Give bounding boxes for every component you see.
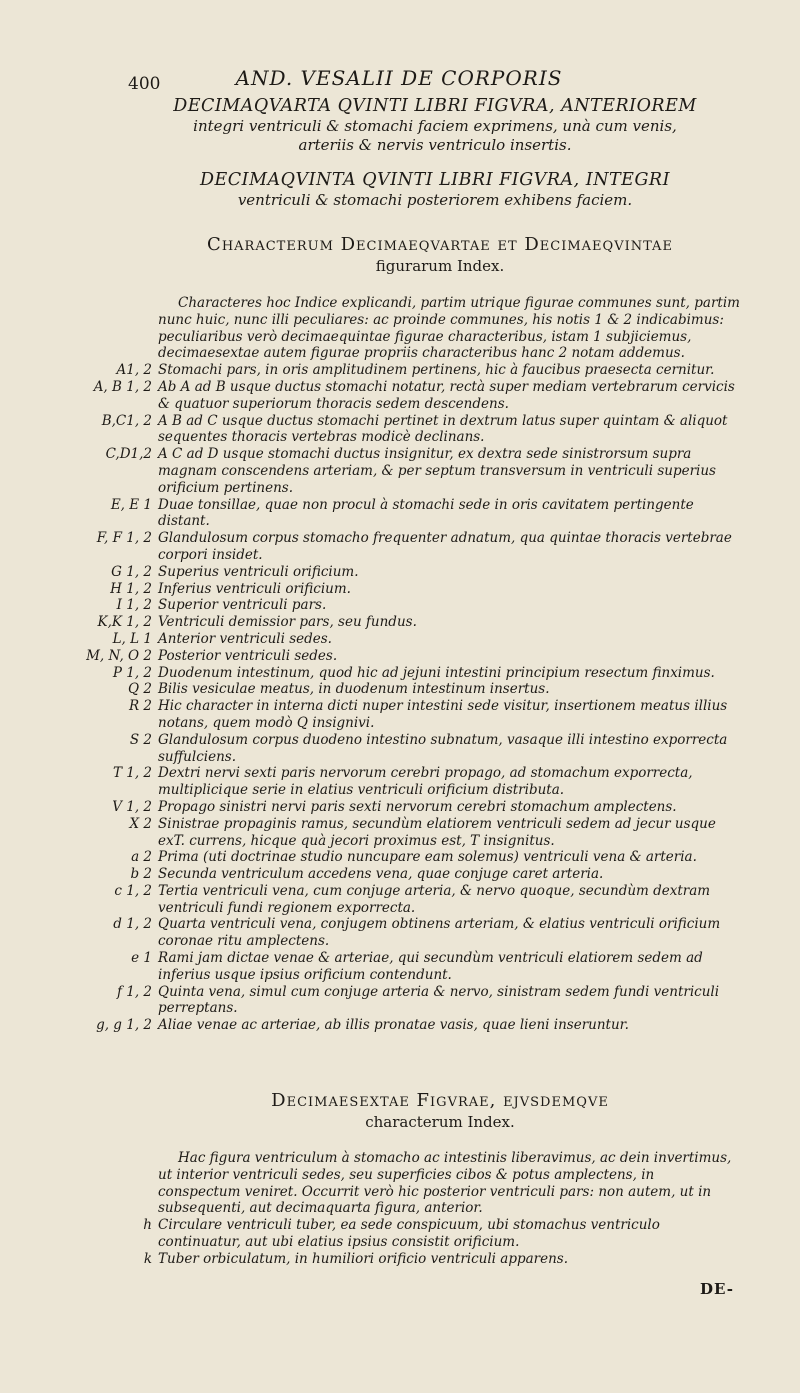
caption-line: arteriis & nervis ventriculo insertis. — [298, 136, 572, 154]
index-entry — [70, 379, 740, 413]
index2-heading — [150, 1090, 730, 1132]
section-title: Characterum Decimaeqvartae et Decimaeqvintae — [207, 234, 673, 255]
index-entry — [70, 866, 740, 883]
entry-text: A C ad D usque stomachi ductus insignitur, ex dextra sede sinistrorsum supra magnam conscendens arteriam, & per septum transversum in ventriculi superius orificium pertinens. — [158, 446, 716, 496]
index-entry — [70, 497, 740, 531]
entry-label: k — [143, 1250, 152, 1267]
index-entry — [70, 597, 740, 614]
page-header — [118, 60, 680, 94]
entry-label: T 1, 2 — [112, 765, 152, 782]
entry-text: Secunda ventriculum accedens vena, quae conjuge caret arteria. — [158, 866, 604, 883]
entry-label: g, g 1, 2 — [96, 1017, 152, 1034]
entry-label: P 1, 2 — [112, 664, 152, 681]
index-entry — [70, 681, 740, 698]
entry-label: h — [143, 1217, 152, 1234]
entry-label: I 1, 2 — [116, 597, 152, 614]
index-intro: Hac figura ventriculum à stomacho ac intestinis liberavimus, ac dein invertimus, ut interior ventriculi sedes, seu superficies cibos & potus amplectens, in conspectum veniret. Occurrit verò hic posterior ventriculi pars: non autem, ut in subsequenti, aut decimaquarta figura, anterior. — [158, 1150, 732, 1217]
entry-label: V 1, 2 — [112, 798, 152, 815]
entry-label: f 1, 2 — [116, 983, 152, 1000]
entry-text: Prima (uti doctrinae studio nuncupare eam solemus) ventriculi vena & arteria. — [158, 849, 697, 866]
entry-text: Aliae venae ac arteriae, ab illis pronatae vasis, quae lieni inseruntur. — [158, 1017, 629, 1034]
entry-label: Q 2 — [128, 681, 152, 698]
index-entry — [70, 530, 740, 564]
entry-label: X 2 — [129, 815, 152, 832]
entry-label: b 2 — [130, 866, 152, 883]
page-number: 400 — [128, 74, 161, 94]
entry-label: e 1 — [131, 950, 152, 967]
entry-text: Stomachi pars, in oris amplitudinem pertinens, hic à faucibus praesecta cernitur. — [158, 362, 715, 379]
entry-label: B,C1, 2 — [101, 412, 152, 429]
running-title: AND. VESALII DE CORPORIS — [235, 66, 563, 90]
entry-text: Bilis vesiculae meatus, in duodenum intestinum insertus. — [158, 681, 550, 698]
entry-text: Dextri nervi sexti paris nervorum cerebri propago, ad stomachum exporrecta, multiplicique serie in elatius ventriculi orificium distributa. — [158, 765, 693, 799]
index-entry — [70, 698, 740, 732]
entry-text: Quarta ventriculi vena, conjugem obtinens arteriam, & elatius ventriculi orificium coronae ritu amplectens. — [158, 916, 721, 950]
entry-text: Rami jam dictae venae & arteriae, qui secundùm ventriculi elatiorem sedem ad inferius usque ipsius orificium contendunt. — [158, 950, 703, 983]
index-entry — [70, 648, 740, 665]
index-body — [70, 295, 740, 1034]
entry-text: Glandulosum corpus stomacho frequenter adnatum, qua quintae thoracis vertebrae corpori insidet. — [158, 530, 732, 563]
index-heading — [150, 234, 730, 276]
index-entry — [70, 362, 740, 379]
index-entry — [70, 564, 740, 581]
figure-caption-14 — [160, 96, 710, 155]
entry-label: C,D1,2 — [105, 446, 152, 463]
index-entry — [70, 916, 740, 950]
section-title: Decimaesextae Figvrae, ejvsdemqve — [271, 1090, 609, 1111]
index-entry — [70, 1217, 740, 1251]
entry-label: F, F 1, 2 — [96, 530, 152, 547]
caption-title: DECIMAQVINTA QVINTI LIBRI FIGVRA, INTEGRI — [199, 170, 671, 190]
caption-line: integri ventriculi & stomachi faciem exprimens, unà cum venis, — [193, 117, 677, 135]
index-entry — [70, 665, 740, 682]
index-entry — [70, 950, 740, 984]
index-entry — [70, 984, 740, 1018]
index-entries — [70, 1217, 740, 1267]
index-entry — [70, 1251, 740, 1268]
index-entry — [70, 581, 740, 598]
entry-text: Superior ventriculi pars. — [158, 597, 327, 614]
index-entry — [70, 631, 740, 648]
entry-text: Superius ventriculi orificium. — [158, 563, 359, 580]
section-subtitle: characterum Index. — [365, 1113, 515, 1131]
index-entry — [70, 799, 740, 816]
entry-text: Duae tonsillae, quae non procul à stomachi sede in oris cavitatem pertingente distant. — [158, 496, 694, 530]
entry-label: A, B 1, 2 — [93, 378, 152, 395]
entry-text: Tertia ventriculi vena, cum conjuge arteria, & nervo quoque, secundùm dextram ventriculi fundi regionem exporrecta. — [158, 882, 711, 916]
index-entry — [70, 614, 740, 631]
index-entry — [70, 413, 740, 447]
index-entry — [70, 446, 740, 496]
entry-text: Sinistrae propaginis ramus, secundùm elatiorem ventriculi sedem ad jecur usque exT. currens, hicque quà jecori proximus est, T insignitus. — [158, 815, 716, 849]
entry-text: Ventriculi demissior pars, seu fundus. — [158, 614, 417, 631]
entry-text: Propago sinistri nervi paris sexti nervorum cerebri stomachum amplectens. — [158, 798, 677, 815]
index-intro: Characteres hoc Indice explicandi, partim utrique figurae communes sunt, partim nunc huic, nunc illi peculiares: ac proinde communes, his notis 1 & 2 indicabimus: peculiaribus verò decimaequintae figurae characteribus, istam 1 subjiciemus, decimaesextae autem figurae propriis characteribus hanc 2 notam addemus. — [158, 295, 740, 362]
caption-title: DECIMAQVARTA QVINTI LIBRI FIGVRA, ANTERIOREM — [173, 96, 697, 116]
figure-caption-15 — [160, 170, 710, 210]
entry-label: c 1, 2 — [114, 882, 152, 899]
entry-text: Ab A ad B usque ductus stomachi notatur, rectà super mediam vertebrarum cervicis & quatuor superiorum thoracis sedem descendens. — [158, 378, 735, 412]
entry-text: Anterior ventriculi sedes. — [158, 630, 332, 647]
index-entry — [70, 732, 740, 766]
entry-text: Circulare ventriculi tuber, ea sede conspicuum, ubi stomachus ventriculo continuatur, aut ubi elatius ipsius consistit orificium. — [158, 1217, 660, 1250]
index-entry — [70, 883, 740, 917]
caption-line: ventriculi & stomachi posteriorem exhibens faciem. — [237, 191, 633, 209]
index-entry — [70, 1017, 740, 1034]
entry-label: S 2 — [129, 731, 152, 748]
index-entries — [70, 362, 740, 1034]
index2-body — [70, 1150, 740, 1268]
index-entry — [70, 765, 740, 799]
entry-text: A B ad C usque ductus stomachi pertinet in dextrum latus super quintam & aliquot sequentes thoracis vertebras modicè declinans. — [158, 412, 728, 446]
entry-label: E, E 1 — [110, 496, 152, 513]
catchword: DE- — [700, 1280, 734, 1298]
index-entry — [70, 816, 740, 850]
entry-label: M, N, O 2 — [86, 647, 152, 664]
entry-text: Glandulosum corpus duodeno intestino subnatum, vasaque illi intestino exporrecta suffulciens. — [158, 731, 728, 765]
entry-label: G 1, 2 — [111, 563, 152, 580]
entry-text: Hic character in interna dicti nuper intestini sede visitur, insertionem meatus illius notans, quem modò Q insignivi. — [158, 698, 728, 731]
entry-label: A1, 2 — [116, 362, 152, 379]
entry-label: K,K 1, 2 — [97, 614, 152, 631]
entry-label: R 2 — [128, 698, 152, 715]
entry-label: a 2 — [131, 849, 152, 866]
entry-text: Posterior ventriculi sedes. — [158, 647, 338, 664]
entry-label: H 1, 2 — [110, 580, 152, 597]
entry-label: d 1, 2 — [113, 916, 152, 933]
index-entry — [70, 849, 740, 866]
entry-text: Inferius ventriculi orificium. — [158, 580, 351, 597]
entry-text: Duodenum intestinum, quod hic ad jejuni intestini principium resectum finximus. — [158, 664, 715, 681]
entry-label: L, L 1 — [112, 630, 152, 647]
section-subtitle: figurarum Index. — [375, 257, 505, 275]
entry-text: Quinta vena, simul cum conjuge arteria & nervo, sinistram sedem fundi ventriculi perreptans. — [158, 983, 720, 1017]
entry-text: Tuber orbiculatum, in humiliori orificio ventriculi apparens. — [158, 1250, 569, 1267]
